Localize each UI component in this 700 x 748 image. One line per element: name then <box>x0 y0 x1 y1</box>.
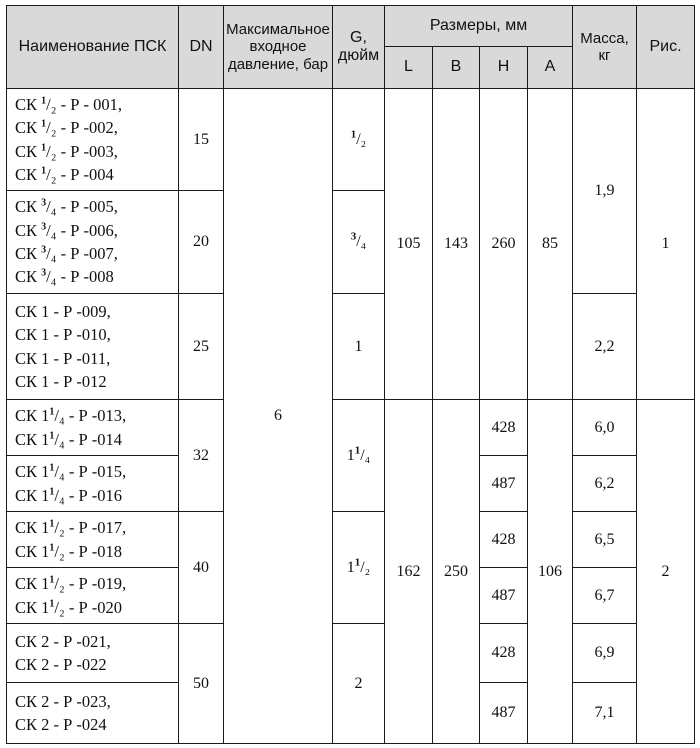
table-row <box>7 624 695 683</box>
mass-cell: 6,5 <box>573 512 637 568</box>
header-h: H <box>480 47 528 89</box>
names-cell <box>7 512 179 568</box>
mass-cell: 6,0 <box>573 400 637 456</box>
fraction-numerator: 1 <box>49 574 55 586</box>
table-row <box>7 89 695 191</box>
fraction-numerator: 1 <box>350 128 357 141</box>
a-cell: 106 <box>528 400 573 744</box>
fraction-numerator: 3 <box>350 230 357 243</box>
fraction-numerator: 1 <box>354 556 361 569</box>
product-name: СК $1^1/_2$ - Р -017, <box>15 518 127 538</box>
product-name: СК $^3$/₄ - Р -008 <box>15 267 114 287</box>
header-b: B <box>433 47 480 89</box>
table-row <box>7 294 695 400</box>
product-name: СК $^1$/₂ - Р -003, <box>15 141 118 161</box>
dn-cell: 40 <box>179 512 224 624</box>
fraction-numerator: 1 <box>41 95 47 107</box>
dn-cell: 32 <box>179 400 224 512</box>
header-dimensions: Размеры, мм <box>385 6 573 47</box>
fraction-numerator: 3 <box>41 267 47 279</box>
h-cell: 487 <box>480 456 528 512</box>
figure-cell: 2 <box>637 400 695 744</box>
g-cell: $^3$/₄ <box>333 191 385 294</box>
dn-cell: 20 <box>179 191 224 294</box>
names-cell <box>7 624 179 683</box>
g-cell: $1^1/_4$ <box>333 400 385 512</box>
fraction-numerator: 1 <box>49 430 55 441</box>
h-cell: 487 <box>480 568 528 624</box>
names-cell <box>7 568 179 624</box>
product-name: СК $^3$/₄ - Р -005, <box>15 197 118 217</box>
product-name: СК $^3$/₄ - Р -007, <box>15 244 118 263</box>
fraction-numerator: 1 <box>49 542 55 553</box>
fraction-numerator: 1 <box>354 444 361 457</box>
table-row <box>7 512 695 568</box>
h-cell: 487 <box>480 683 528 744</box>
b-cell: 143 <box>433 89 480 400</box>
product-name: СК $1^1/_4$ - Р -016 <box>15 485 123 505</box>
product-name: СК $1^1/_2$ - Р -019, <box>15 574 127 594</box>
product-name: СК 1 - Р -010, <box>15 325 111 345</box>
product-name: СК $1^1/_2$ - Р -018 <box>15 541 123 561</box>
specification-table <box>6 5 695 744</box>
h-cell: 428 <box>480 400 528 456</box>
header-dn: DN <box>179 6 224 89</box>
table-row <box>7 400 695 456</box>
product-name: СК 2 - Р -023, <box>15 691 111 711</box>
h-cell: 428 <box>480 512 528 568</box>
mass-cell: 6,7 <box>573 568 637 624</box>
h-cell: 260 <box>480 89 528 400</box>
names-cell <box>7 683 179 744</box>
product-name: СК $1^1/_2$ - Р -020 <box>15 597 123 617</box>
header-pressure: Максимальное входное давление, бар <box>224 6 333 89</box>
product-name: СК 2 - Р -021, <box>15 631 111 651</box>
g-cell: 2 <box>333 624 385 744</box>
fraction-numerator: 3 <box>41 221 47 233</box>
product-name: СК $^3$/₄ - Р -006, <box>15 220 118 240</box>
g-cell: $^1$/₂ <box>333 89 385 191</box>
product-name: СК $1^1/_4$ - Р -015, <box>15 462 127 482</box>
dn-cell: 25 <box>179 294 224 400</box>
product-name: СК 1 - Р -012 <box>15 371 107 391</box>
product-name: СК $^1$/₂ - Р -002, <box>15 118 118 138</box>
fraction-numerator: 1 <box>49 598 55 609</box>
figure-cell: 1 <box>637 89 695 400</box>
product-name: СК 1 - Р -009, <box>15 301 111 321</box>
mass-cell: 6,9 <box>573 624 637 683</box>
g-cell: 1 <box>333 294 385 400</box>
header-l: L <box>385 47 433 89</box>
header-row <box>7 6 695 47</box>
names-cell <box>7 294 179 400</box>
product-name: СК $^1$/₂ - Р -004 <box>15 164 114 184</box>
names-cell <box>7 400 179 456</box>
mass-cell: 7,1 <box>573 683 637 744</box>
product-name: СК $1^1/_4$ - Р -013, <box>15 406 127 426</box>
fraction-numerator: 1 <box>49 462 55 474</box>
dn-cell: 50 <box>179 624 224 744</box>
mass-cell: 6,2 <box>573 456 637 512</box>
fraction-numerator: 1 <box>41 118 47 130</box>
fraction-numerator: 3 <box>41 244 47 256</box>
mass-cell: 2,2 <box>573 294 637 400</box>
g-cell: $1^1/_2$ <box>333 512 385 624</box>
product-name: СК 2 - Р -022 <box>15 655 107 674</box>
header-g: G, дюйм <box>333 6 385 89</box>
h-cell: 428 <box>480 624 528 683</box>
fraction-numerator: 1 <box>41 142 47 153</box>
product-name: СК $1^1/_4$ - Р -014 <box>15 429 123 449</box>
fraction-numerator: 3 <box>41 197 47 209</box>
header-name: Наименование ПСК <box>7 6 179 89</box>
fraction-numerator: 1 <box>49 406 55 418</box>
b-cell: 250 <box>433 400 480 744</box>
names-cell <box>7 89 179 191</box>
product-name: СК 2 - Р -024 <box>15 715 107 734</box>
pressure-cell: 6 <box>224 89 333 744</box>
fraction-numerator: 1 <box>41 165 47 177</box>
product-name: СК 1 - Р -011, <box>15 348 111 368</box>
fraction-numerator: 1 <box>49 518 55 530</box>
fraction-numerator: 1 <box>49 486 55 497</box>
product-name: СК $^1$/₂ - Р - 001, <box>15 94 123 114</box>
header-a: A <box>528 47 573 89</box>
header-figure: Рис. <box>637 6 695 89</box>
l-cell: 162 <box>385 400 433 744</box>
names-cell <box>7 191 179 294</box>
dn-cell: 15 <box>179 89 224 191</box>
names-cell <box>7 456 179 512</box>
a-cell: 85 <box>528 89 573 400</box>
l-cell: 105 <box>385 89 433 400</box>
header-mass: Масса, кг <box>573 6 637 89</box>
mass-cell: 1,9 <box>573 89 637 294</box>
